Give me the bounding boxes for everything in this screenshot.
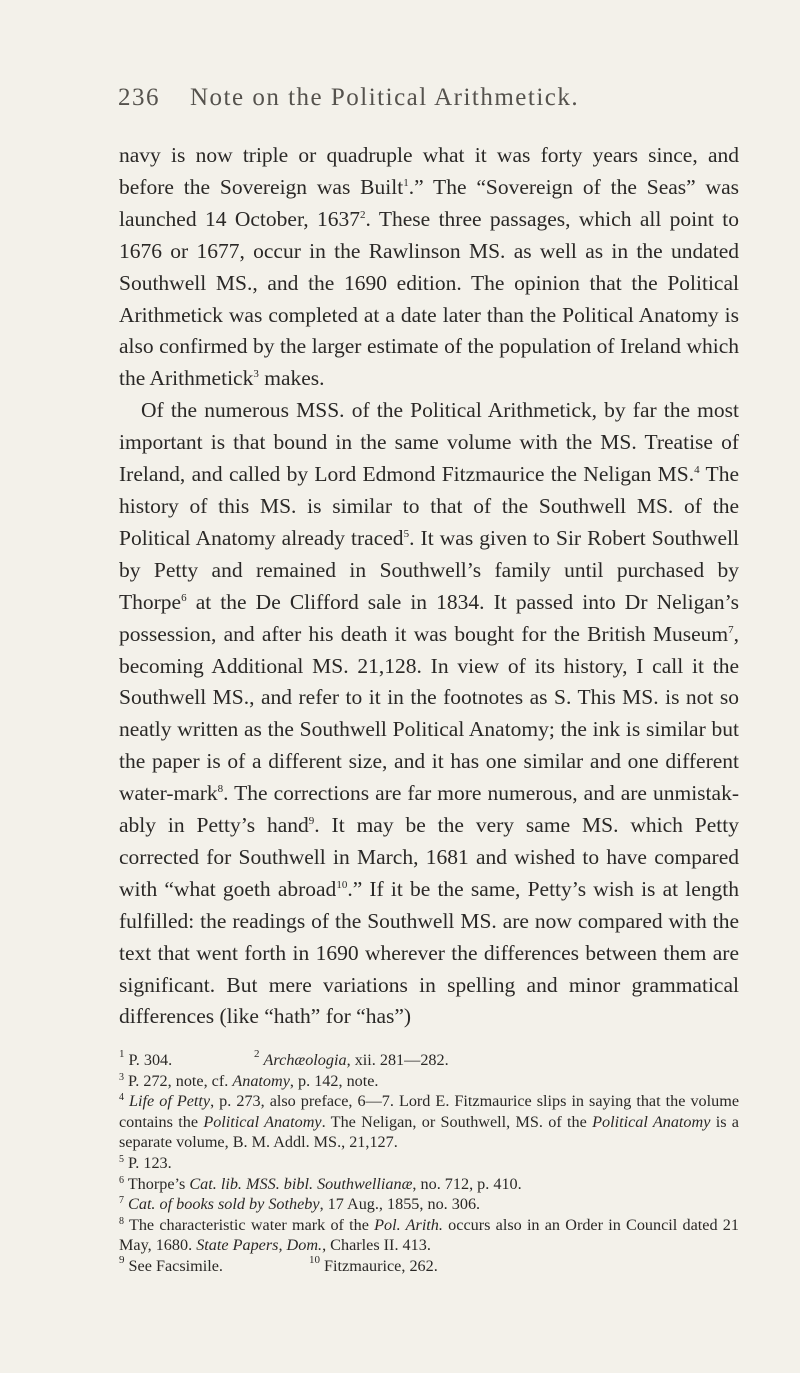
text-run: .” If it be the same, Petty’s wish is at length fulfilled: the readings of the Southwell MS. are now compared with the text that went forth in 1690 wherever the differences between them are significant. But mere variations in spelling and minor grammatical differences (like “hath” for “has”) — [119, 876, 739, 1029]
footnote-title: Political Anatomy — [203, 1112, 322, 1131]
footnote-4 — [119, 1091, 739, 1153]
footnote-text: is a separate volume, B. M. Addl. MS., 21,127. — [119, 1112, 739, 1152]
footnote-text: P. 272, note, cf. — [128, 1071, 233, 1090]
footnote-9 — [119, 1253, 309, 1277]
footnote-6 — [119, 1174, 739, 1195]
footnote-text: , p. 273, also preface, 6—7. Lord E. Fitzmaurice slips in saying that the volume contains the — [119, 1092, 739, 1131]
footnote-mark: 5 — [119, 1153, 124, 1165]
running-title: Note on the Political Arithmetick. — [190, 84, 580, 111]
footnote-text: The characteristic water mark of the — [128, 1215, 375, 1234]
footnote-title: State Papers, Dom. — [196, 1236, 323, 1255]
text-run: .” The “Sovereign of the Seas” was launched 14 October, 1637 — [119, 174, 739, 231]
footnote-text: , Charles II. 413. — [322, 1236, 431, 1255]
text-run: at the De Clifford sale in 1834. It passed into Dr Neligan’s possession, and after his death it was bought for the British Museum — [119, 589, 739, 646]
footnotes — [119, 1050, 739, 1277]
footnote-2 — [254, 1050, 739, 1071]
footnote-title: Life of Petty — [129, 1092, 211, 1111]
footnote-text: Fitzmaurice, 262. — [324, 1256, 438, 1275]
footnote-ref: 2 — [360, 208, 366, 221]
footnote-mark: 3 — [119, 1071, 124, 1083]
footnote-ref: 7 — [728, 623, 734, 636]
footnote-ref: 8 — [217, 783, 224, 796]
footnote-ref: 5 — [403, 527, 410, 540]
text-run: navy is now triple or quadruple what it was forty years since, and before the Sovereign was Built — [119, 143, 739, 199]
footnote-text: P. 123. — [128, 1153, 172, 1172]
footnote-title: Pol. Arith. — [374, 1215, 443, 1234]
paragraph-2 — [119, 395, 739, 1033]
footnote-ref: 4 — [694, 464, 700, 477]
text-run: The history of this MS. is similar to that of the Southwell MS. of the Political Anatomy already traced — [119, 462, 739, 550]
footnote-row — [119, 1253, 739, 1277]
footnote-mark: 4 — [119, 1092, 124, 1104]
footnote-mark: 7 — [119, 1195, 124, 1207]
footnote-title: Cat. of books sold by Sotheby — [128, 1195, 320, 1214]
text-run: . The corrections are far more numerous, and are unmistakably in Petty’s hand — [119, 781, 739, 838]
footnote-3 — [119, 1071, 739, 1092]
footnote-title: Political Anatomy — [592, 1112, 711, 1131]
text-run: . It was given to Sir Robert Southwell by Petty and remained in Southwell’s family until purchased by Thorpe — [119, 525, 739, 614]
footnote-5 — [119, 1153, 739, 1174]
footnote-ref: 10 — [336, 878, 348, 891]
paragraph-1 — [119, 140, 739, 395]
footnote-row — [119, 1050, 739, 1071]
footnote-text: See Facsimile. — [128, 1256, 223, 1275]
footnote-title: Cat. lib. MSS. bibl. Southwellianæ — [189, 1174, 413, 1193]
text-run: Of the numerous MSS. of the Political Arithmetick, by far the most important is that bound in the same volume with the MS. Treatise of Ireland, and called by Lord Edmond Fitzmaurice the Neligan MS. — [119, 398, 739, 487]
text-run: . These three passages, which all point to 1676 or 1677, occur in the Rawlinson MS. as well as in the undated Southwell MS., and the 1690 edition. The opinion that the Political Arithmetick was completed at a date later than the Political Anatomy is also confirmed by the larger estimate of the population of Ireland which the Arithmetick — [119, 206, 739, 391]
footnote-ref: 9 — [308, 815, 315, 828]
footnote-1 — [119, 1050, 254, 1071]
footnote-title: Archæologia — [263, 1051, 347, 1069]
footnote-7 — [119, 1194, 739, 1215]
footnote-text: . The Neligan, or Southwell, MS. of the — [321, 1112, 593, 1131]
footnote-text: Thorpe’s — [127, 1174, 190, 1193]
running-head — [118, 84, 728, 112]
footnote-mark: 6 — [119, 1174, 124, 1186]
footnote-text: P. 304. — [128, 1051, 173, 1069]
footnote-mark: 2 — [254, 1048, 260, 1060]
footnote-mark: 10 — [309, 1253, 320, 1266]
text-run: . It may be the very same MS. which Petty corrected for Southwell in March, 1681 and wished to have compared with “what goeth abroad — [119, 813, 739, 901]
footnote-ref: 1 — [403, 176, 409, 189]
text-run: , becoming Additional MS. 21,128. In view of its history, I call it the Southwell MS., and refer to it in the footnotes as S. This MS. is not so neatly written as the Southwell Political Anatomy; the ink is similar but the paper is of a different size, and it has one similar and one different water-mark — [119, 621, 739, 806]
footnote-text: , p. 142, note. — [289, 1071, 379, 1090]
footnote-text: occurs also in an Order in Council dated 21 May, 1680. — [119, 1215, 739, 1255]
footnote-text: , 17 Aug., 1855, no. 306. — [319, 1195, 481, 1214]
footnote-8 — [119, 1215, 739, 1256]
footnote-text: , no. 712, p. 410. — [412, 1174, 522, 1193]
page-number: 236 — [118, 84, 160, 111]
footnote-mark: 8 — [119, 1215, 124, 1227]
footnote-title: Anatomy — [232, 1071, 290, 1090]
footnote-ref: 6 — [181, 591, 187, 604]
footnote-ref: 3 — [253, 368, 259, 381]
body-text — [119, 140, 739, 1033]
text-run: makes. — [258, 366, 325, 391]
footnote-text: , xii. 281—282. — [346, 1051, 449, 1069]
footnote-mark: 9 — [119, 1253, 125, 1266]
footnote-10 — [309, 1253, 739, 1277]
footnote-mark: 1 — [119, 1048, 125, 1060]
